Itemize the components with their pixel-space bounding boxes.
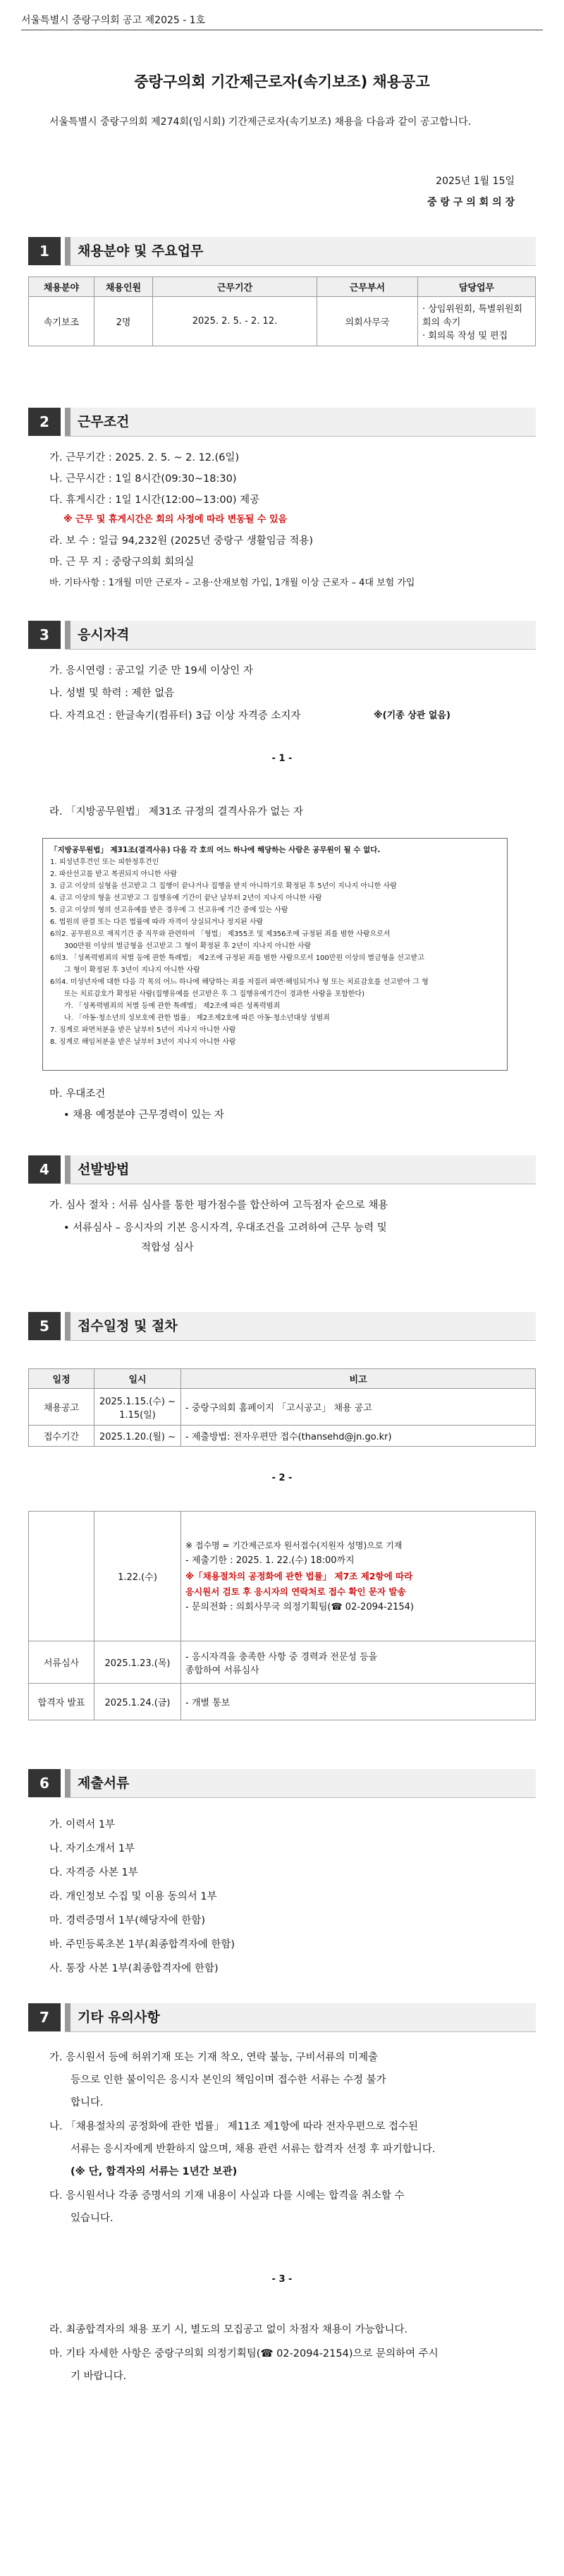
table-cell: 의회사무국 [317,297,418,346]
table-cell: 합격자 발표 [29,1684,94,1720]
table-cell: 접수기간 [29,1426,94,1447]
section-1-header [28,237,536,265]
schedule-line: - 제출기한 : 2025. 1. 22.(수) 18:00까지 [185,1555,355,1566]
table-cell: 서류심사 [29,1641,94,1684]
qualification-item: 가. 응시연령 : 공고일 기준 만 19세 이상인 자 [49,665,253,676]
col-header: 채용분야 [29,277,94,297]
table-cell: 채용공고 [29,1389,94,1426]
notice-line: 「지방공무원법」 제31조(결격사유) 다음 각 호의 어느 하나에 해당하는 사람은 공무원이 될 수 없다. [50,846,381,854]
issuer: 중 랑 구 의 회 의 장 [427,197,515,208]
note-line: 기 바랍니다. [70,2371,127,2382]
announcement-date: 2025년 1월 15일 [436,176,515,187]
duty-item: · 회의록 작성 및 편집 [422,331,508,341]
table-cell [181,1641,536,1684]
notice-line: 8. 징계로 해임처분을 받은 날부터 3년이 지나지 아니한 사람 [50,1038,236,1046]
section-number: 4 [28,1155,61,1184]
section-number: 1 [28,237,61,265]
document-item: 사. 통장 사본 1부(최종합격자에 한함) [49,1963,219,1974]
condition-item: 마. 근 무 지 : 중랑구의회 회의실 [49,557,195,568]
qualification-note: ※(기종 상관 없음) [374,710,450,721]
schedule-table [28,1368,536,1447]
page-number: - 3 - [271,2274,293,2285]
selection-item: • 서류심사 – 응시자의 기본 응시자격, 우대조건을 고려하여 근무 능력 및 [63,1222,387,1234]
selection-item: 가. 심사 절차 : 서류 심사를 통한 평가점수를 합산하여 고득점자 순으로 채용 [49,1200,388,1211]
section-6-header [28,1769,536,1797]
col-header: 근무기간 [153,277,317,297]
preference-item: • 채용 예정분야 근무경력이 있는 자 [63,1110,224,1121]
condition-item: 나. 근무시간 : 1일 8시간(09:30~18:30) [49,473,237,485]
document-item: 나. 자기소개서 1부 [49,1843,135,1854]
schedule-line: - 문의전화 : 의회사무국 의정기획팀(☎ 02-2094-2154) [185,1601,414,1612]
document-item: 라. 개인정보 수집 및 이용 동의서 1부 [49,1891,217,1902]
notice-line: 가. 「성폭력범죄의 처벌 등에 관한 특례법」 제2조에 따른 성폭력범죄 [64,1002,281,1010]
section-2-header [28,408,536,436]
condition-note: ※ 근무 및 휴게시간은 회의 사정에 따라 변동될 수 있음 [63,514,288,525]
col-header: 일정 [29,1369,94,1389]
notice-line: 5. 금고 이상의 형의 선고유예를 받은 경우에 그 선고유예 기간 중에 있는 사람 [50,906,288,914]
notice-line: 6의4. 미성년자에 대한 다음 각 목의 어느 하나에 해당하는 죄를 저질러 파면·해임되거나 형 또는 치료감호를 선고받아 그 형 [50,978,429,986]
qualification-item: 나. 성별 및 학력 : 제한 없음 [49,688,175,699]
section-number: 6 [28,1769,61,1797]
col-header: 담당업무 [418,277,536,297]
notice-line: 그 형이 확정된 후 3년이 지나지 아니한 사람 [64,966,200,974]
note-line: 있습니다. [70,2213,114,2224]
table-cell: 2025.1.23.(목) [94,1641,181,1684]
document-item: 다. 자격증 사본 1부 [49,1867,138,1878]
schedule-line: 종합하여 서류심사 [185,1665,259,1676]
recruitment-table [28,277,536,346]
section-number: 3 [28,621,61,649]
duty-item: · 상임위원회, 특별위원회 회의 속기 [422,304,523,328]
section-number: 5 [28,1312,61,1340]
note-line: (※ 단, 합격자의 서류는 1년간 보관) [70,2166,238,2177]
table-cell [181,1684,536,1720]
note-line: 등으로 인한 불이익은 응시자 본인의 책임이며 접수한 서류는 수정 불가 [70,2074,386,2086]
note-line: 나. 「채용절차의 공정화에 관한 법률」 제11조 제1항에 따라 전자우편으로 접수된 [49,2121,418,2132]
notice-line: 6. 법원의 판결 또는 다른 법률에 따라 자격이 상실되거나 정지된 사람 [50,918,264,926]
page-title: 중랑구의회 기간제근로자(속기보조) 채용공고 [134,73,430,90]
table-cell: 2025.1.24.(금) [94,1684,181,1720]
table-cell: 1.22.(수) [94,1512,181,1641]
notice-line: 7. 징계로 파면처분을 받은 날부터 5년이 지나지 아니한 사람 [50,1026,236,1034]
table-cell [181,1512,536,1641]
schedule-line: ※ 접수명 = 기간제근로자 원서접수(지원자 성명)으로 기재 [185,1540,403,1550]
preference-title: 마. 우대조건 [49,1088,106,1100]
selection-item: 적합성 심사 [141,1242,194,1253]
table-cell: - 중랑구의회 홈페이지 「고시공고」 채용 공고 [181,1389,536,1426]
notice-line: 나. 「아동·청소년의 성보호에 관한 법률」 제2조제2호에 따른 아동·청소년대상 성범죄 [64,1014,330,1022]
schedule-line: ※「채용절차의 공정화에 관한 법률」 제7조 제2항에 따라 [185,1570,413,1581]
schedule-line: - 응시자격을 충족한 사항 중 경력과 전문성 등을 [185,1651,378,1663]
schedule-line: - 개별 통보 [185,1698,231,1708]
section-title: 선발방법 [78,1162,130,1177]
note-line: 다. 응시원서나 각종 증명서의 기재 내용이 사실과 다를 시에는 합격을 취소할 수 [49,2190,405,2201]
section-3-header [28,621,536,649]
condition-item: 바. 기타사항 : 1개월 미만 근로자 – 고용·산재보험 가입, 1개월 이상 근로자 – 4대 보험 가입 [49,578,415,588]
condition-item: 다. 휴게시간 : 1일 1시간(12:00~13:00) 제공 [49,494,260,506]
col-header: 일시 [94,1369,181,1389]
table-cell: 2명 [94,297,153,346]
document-item: 바. 주민등록초본 1부(최종합격자에 한함) [49,1939,235,1950]
disqualification-intro: 라. 「지방공무원법」 제31조 규정의 결격사유가 없는 자 [49,806,303,818]
table-cell [29,1512,94,1641]
note-line: 마. 기타 자세한 사항은 중랑구의회 의정기획팀(☎ 02-2094-2154)으로 문의하여 주시 [49,2348,439,2359]
notice-line: 6의2. 공무원으로 재직기간 중 직무와 관련하여 「형법」 제355조 및 제356조에 규정된 죄를 범한 사람으로서 [50,930,391,938]
note-line: 라. 최종합격자의 채용 포기 시, 별도의 모집공고 없이 차점자 채용이 가능합니다. [49,2324,408,2335]
condition-item: 라. 보 수 : 일급 94,232원 (2025년 중랑구 생활임금 적용) [49,535,314,547]
section-title: 접수일정 및 절차 [78,1318,178,1334]
col-header: 근무부서 [317,277,418,297]
section-title: 기타 유의사항 [78,2010,160,2025]
table-cell: 2025.1.15.(수) ~ 1.15(일) [94,1389,181,1426]
table-cell: 속기보조 [29,297,94,346]
page-number: - 1 - [271,753,293,764]
col-header: 채용인원 [94,277,153,297]
note-line: 합니다. [70,2097,104,2108]
schedule-table-continued [28,1511,536,1720]
document-item: 가. 이력서 1부 [49,1819,116,1830]
section-title: 근무조건 [78,414,130,430]
section-7-header [28,2003,536,2031]
section-number: 2 [28,408,61,436]
notice-line: 1. 피성년후견인 또는 피한정후견인 [50,858,159,866]
intro-paragraph: 서울특별시 중랑구의회 제274회(임시회) 기간제근로자(속기보조) 채용을 다음과 같이 공고합니다. [49,116,472,128]
notice-line: 2. 파산선고를 받고 복권되지 아니한 사람 [50,870,177,878]
disqualification-box [42,838,508,1071]
col-header: 비고 [181,1369,536,1389]
schedule-line: 응시원서 검토 후 응시자의 연락처로 접수 확인 문자 발송 [185,1586,406,1597]
section-number: 7 [28,2003,61,2031]
document-item: 마. 경력증명서 1부(해당자에 한함) [49,1915,206,1926]
table-cell: 2025. 2. 5. - 2. 12. [153,297,317,346]
notice-line: 또는 치료감호가 확정된 사람(집행유예를 선고받은 후 그 집행유예기간이 경과한 사람을 포함한다) [64,990,364,998]
table-cell: 2025.1.20.(월) ~ [94,1426,181,1447]
notice-line: 6의3. 「성폭력범죄의 처벌 등에 관한 특례법」 제2조에 규정된 죄를 범한 사람으로서 100만원 이상의 벌금형을 선고받고 [50,954,424,962]
section-title: 응시자격 [78,627,130,643]
notice-line: 4. 금고 이상의 형을 선고받고 그 집행유예 기간이 끝난 날부터 2년이 지나지 아니한 사람 [50,894,322,902]
note-line: 가. 응시원서 등에 허위기재 또는 기재 착오, 연락 불능, 구비서류의 미제출 [49,2052,379,2063]
section-5-header [28,1312,536,1340]
table-cell: - 제출방법: 전자우편만 접수(thansehd@jn.go.kr) [181,1426,536,1447]
qualification-item: 다. 자격요건 : 한글속기(컴퓨터) 3급 이상 자격증 소지자 [49,710,301,722]
section-title: 채용분야 및 주요업무 [78,243,204,259]
section-title: 제출서류 [78,1775,130,1791]
condition-item: 가. 근무기간 : 2025. 2. 5. ~ 2. 12.(6일) [49,452,240,463]
note-line: 서류는 응시자에게 반환하지 않으며, 채용 관련 서류는 합격자 선정 후 파기합니다. [70,2144,436,2155]
notice-line: 3. 금고 이상의 실형을 선고받고 그 집행이 끝나거나 집행을 받지 아니하기로 확정된 후 5년이 지나지 아니한 사람 [50,882,397,890]
announcement-number: 서울특별시 중랑구의회 공고 제2025 - 1호 [21,15,206,26]
section-4-header [28,1155,536,1184]
page-number: - 2 - [271,1473,293,1483]
notice-line: 300만원 이상의 벌금형을 선고받고 그 형이 확정된 후 2년이 지나지 아니한 사람 [64,942,312,950]
duties-cell [418,297,536,346]
